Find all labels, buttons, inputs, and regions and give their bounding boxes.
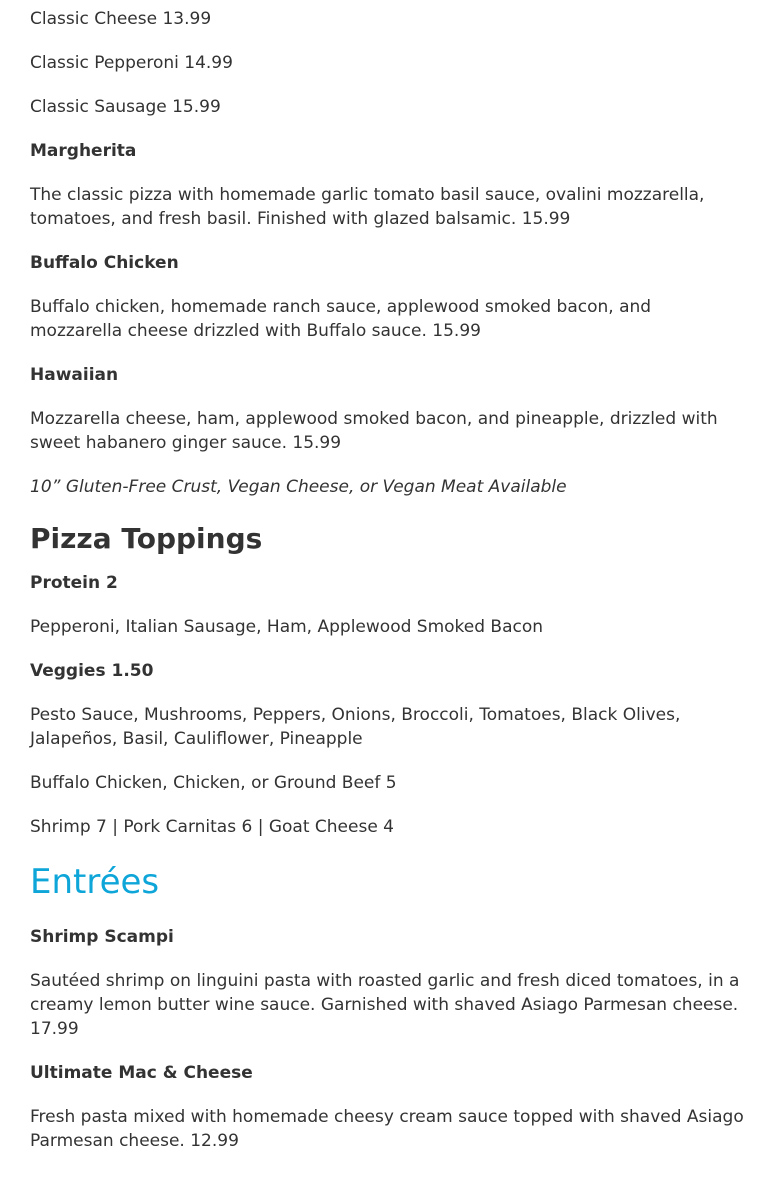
shrimp-scampi-name: Shrimp Scampi [30, 927, 174, 947]
pizza-toppings-heading: Pizza Toppings [30, 522, 263, 555]
shrimp-scampi-description: Sautéed shrimp on linguini pasta with roasted garlic and fresh diced tomatoes, in a creamy lemon butter wine sauce. Garnished with shaved Asiago Parmesan cheese. 17.99 [30, 971, 740, 1039]
protein-heading: Protein 2 [30, 573, 118, 593]
hawaiian-name: Hawaiian [30, 365, 119, 385]
premium-toppings-line: Shrimp 7 | Pork Carnitas 6 | Goat Cheese 4 [30, 817, 394, 837]
hawaiian-description: Mozzarella cheese, ham, applewood smoked bacon, and pineapple, drizzled with sweet habanero ginger sauce. 15.99 [30, 409, 718, 453]
protein-items: Pepperoni, Italian Sausage, Ham, Applewood Smoked Bacon [30, 617, 544, 637]
buffalo-chicken-description: Buffalo chicken, homemade ranch sauce, applewood smoked bacon, and mozzarella cheese drizzled with Buffalo sauce. 15.99 [30, 297, 652, 341]
classic-cheese-item: Classic Cheese 13.99 [30, 9, 212, 29]
menu-content [30, 7, 745, 1173]
veggies-items: Pesto Sauce, Mushrooms, Peppers, Onions, Broccoli, Tomatoes, Black Olives, Jalapeños, Basil, Cauliflower, Pineapple [30, 705, 681, 749]
margherita-name: Margherita [30, 141, 137, 161]
gluten-free-note: 10” Gluten-Free Crust, Vegan Cheese, or Vegan Meat Available [30, 477, 567, 497]
veggies-heading: Veggies 1.50 [30, 661, 154, 681]
meat-toppings-line: Buffalo Chicken, Chicken, or Ground Beef 5 [30, 773, 397, 793]
mac-cheese-name: Ultimate Mac & Cheese [30, 1063, 253, 1083]
buffalo-chicken-name: Buffalo Chicken [30, 253, 179, 273]
classic-sausage-item: Classic Sausage 15.99 [30, 97, 221, 117]
mac-cheese-description: Fresh pasta mixed with homemade cheesy cream sauce topped with shaved Asiago Parmesan cheese. 12.99 [30, 1107, 744, 1151]
classic-pepperoni-item: Classic Pepperoni 14.99 [30, 53, 233, 73]
entrees-heading: Entrées [30, 862, 160, 902]
margherita-description: The classic pizza with homemade garlic tomato basil sauce, ovalini mozzarella, tomatoes, and fresh basil. Finished with glazed balsamic. 15.99 [30, 185, 705, 229]
